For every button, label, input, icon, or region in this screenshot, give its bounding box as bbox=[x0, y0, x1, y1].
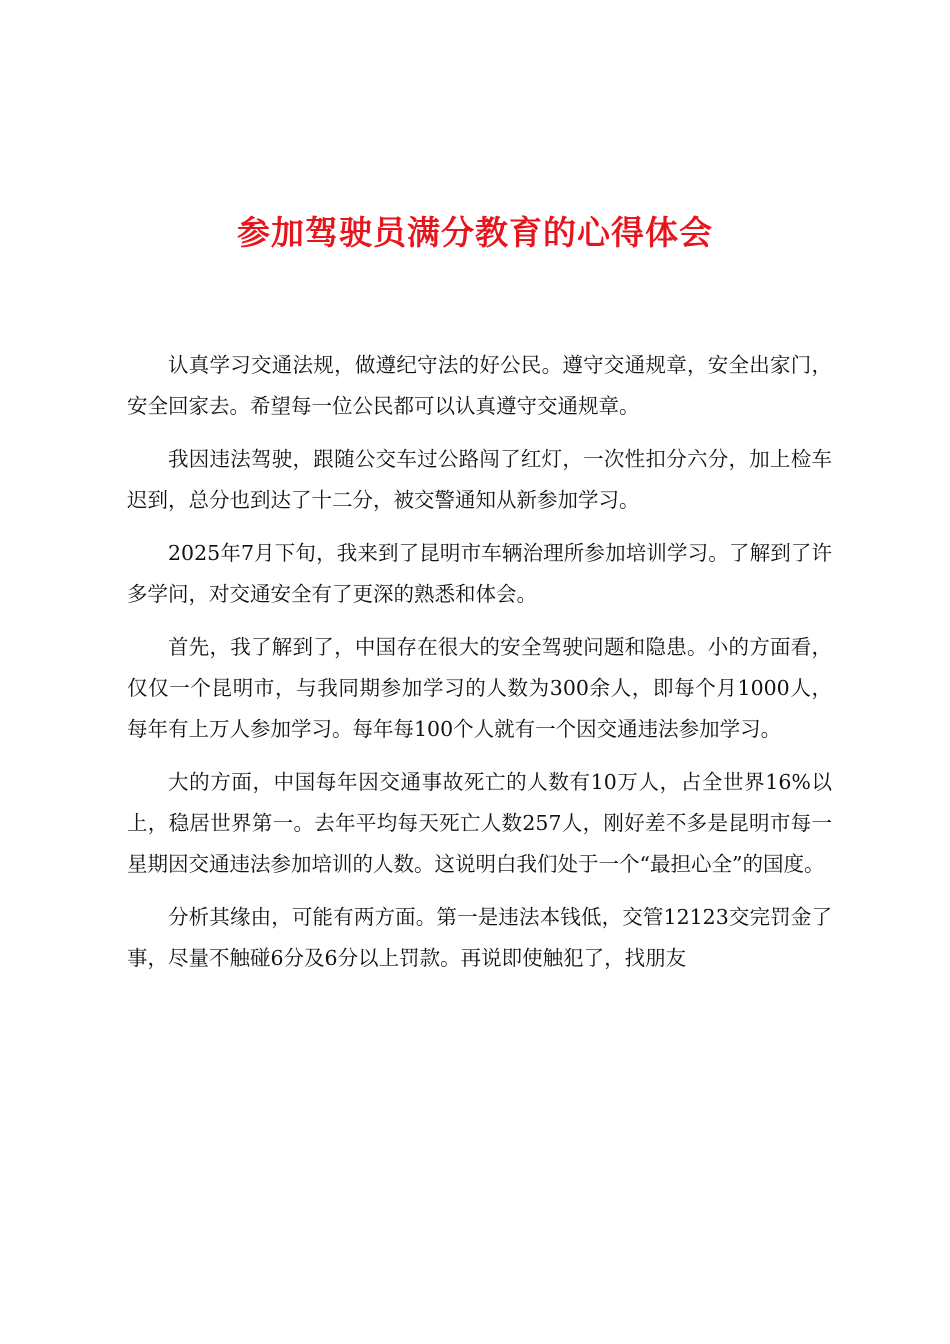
paragraph: 2025年7月下旬，我来到了昆明市车辆治理所参加培训学习。了解到了许多学问，对交通安全有了更深的熟悉和体会。 bbox=[127, 541, 832, 606]
paragraph: 分析其缘由，可能有两方面。第一是违法本钱低，交管12123交完罚金了事，尽量不触碰6分及6分以上罚款。再说即使触犯了，找朋友 bbox=[127, 905, 832, 970]
document-body bbox=[127, 345, 832, 991]
paragraph: 首先，我了解到了，中国存在很大的安全驾驶问题和隐患。小的方面看，仅仅一个昆明市，与我同期参加学习的人数为300余人，即每个月1000人，每年有上万人参加学习。每年每100个人就有一个因交通违法参加学习。 bbox=[127, 635, 832, 741]
document-title: 参加驾驶员满分教育的心得体会 bbox=[237, 213, 713, 252]
paragraph: 大的方面，中国每年因交通事故死亡的人数有10万人，占全世界16%以上，稳居世界第一。去年平均每天死亡人数257人，刚好差不多是昆明市每一星期因交通违法参加培训的人数。这说明白我们处于一个“最担心全”的国度。 bbox=[127, 770, 832, 876]
paragraph: 我因违法驾驶，跟随公交车过公路闯了红灯，一次性扣分六分，加上检车迟到，总分也到达了十二分，被交警通知从新参加学习。 bbox=[127, 447, 832, 512]
paragraph: 认真学习交通法规，做遵纪守法的好公民。遵守交通规章，安全出家门，安全回家去。希望每一位公民都可以认真遵守交通规章。 bbox=[127, 353, 832, 418]
